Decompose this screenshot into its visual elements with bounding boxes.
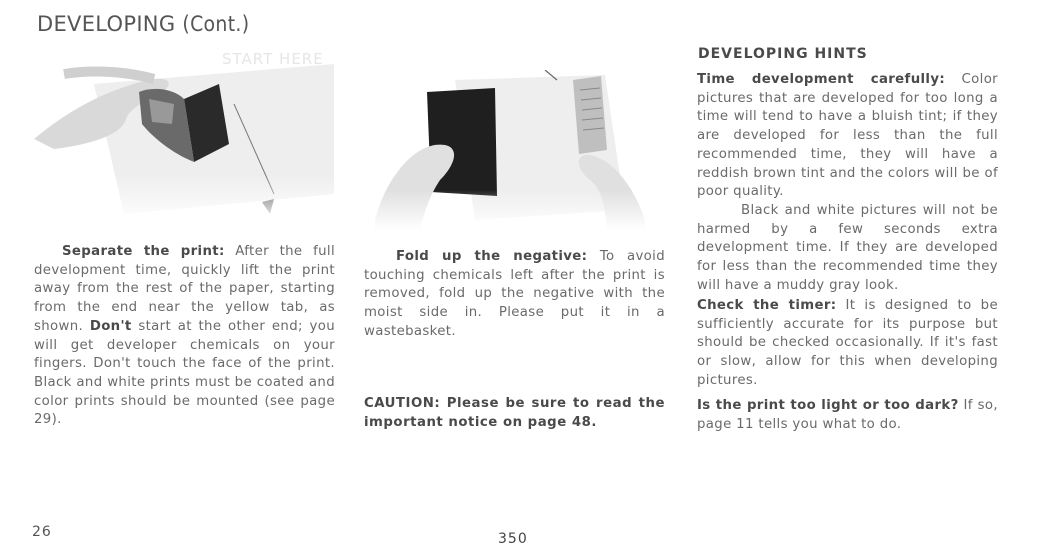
hint-check-timer (697, 297, 998, 391)
fold-negative-lead: Fold up the negative: (396, 249, 588, 264)
separate-print-lead: Separate the print: (62, 244, 225, 259)
hint-timer-text: It is designed to be sufficiently accurate for its purpose but should be checked occasionally. If it's fast or slow, allow for this when developing pictures. (697, 298, 998, 388)
center-number: 350 (498, 531, 528, 547)
title-text: DEVELOPING (37, 12, 176, 36)
hint-light-text: If so, page 11 tells you what to do. (697, 398, 998, 432)
separate-print-text2: start at the other end; you will get developer chemicals on your fingers. Don't touch the face of the print. Black and white prints must be coated and color prints should be mounted (see page 29). (34, 318, 335, 428)
hint-bw-paragraph: Black and white pictures will not be harmed by a few seconds extra development time. If they are developed for less than the recommended time they will have a muddy gray look. (697, 202, 998, 293)
dont-emphasis: Don't (89, 318, 132, 334)
fold-negative-text: To avoid touching chemicals left after the print is removed, fold up the negative with the moist side in. Please put it in a wastebasket. (364, 249, 666, 339)
start-here-label: START HERE (222, 50, 324, 68)
photo-separate-print (34, 44, 334, 224)
separate-print-paragraph (34, 243, 335, 430)
photo-fold-negative (375, 70, 645, 230)
title-cont: (Cont.) (182, 12, 250, 36)
hint-light-lead: Is the print too light or too dark? (697, 398, 959, 413)
hint-print-light-dark (697, 397, 998, 434)
fold-negative-paragraph (364, 248, 665, 342)
hint-time-development (697, 71, 998, 295)
hint-timer-lead: Check the timer: (697, 298, 837, 313)
separate-print-text1: After the full development time, quickly lift the print away from the rest of the paper, starting from the end near the yellow tab, as shown. (34, 244, 335, 334)
hint-time-paragraph (697, 71, 998, 202)
page-number: 26 (32, 524, 52, 540)
caution-notice: CAUTION: Please be sure to read the important notice on page 48. (364, 396, 665, 430)
page-title (37, 12, 249, 36)
hint-time-text: Color pictures that are developed for too long a time will tend to have a bluish tint; if they are developed for less than the full recommended time, they will have a reddish brown tint and the colors will be of poor quality. (697, 72, 999, 200)
developing-hints-heading: DEVELOPING HINTS (698, 46, 868, 62)
hint-time-lead: Time development carefully: (697, 72, 946, 87)
